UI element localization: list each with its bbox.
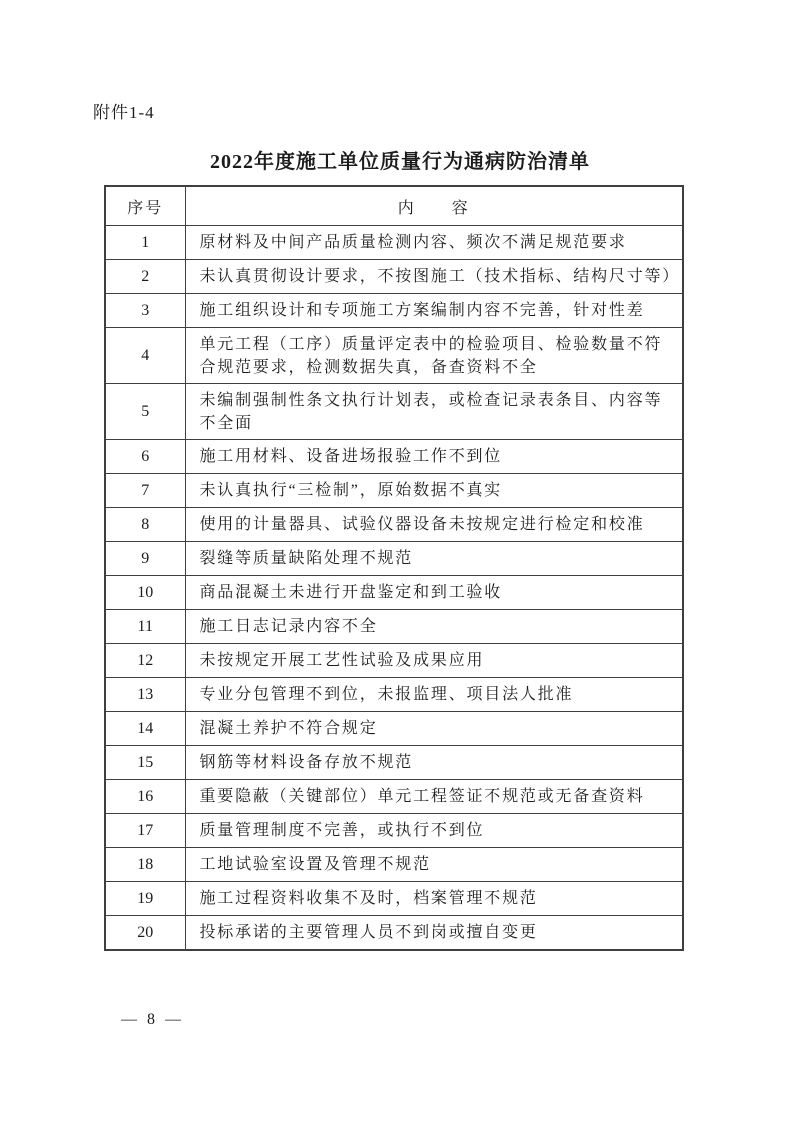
table-row <box>105 848 683 882</box>
row-number: 1 <box>105 226 185 260</box>
page-number: — 8 — <box>121 1011 184 1028</box>
row-number: 15 <box>105 746 185 780</box>
row-content: 裂缝等质量缺陷处理不规范 <box>185 542 683 576</box>
column-header-content: 内 容 <box>185 186 683 226</box>
row-content: 使用的计量器具、试验仪器设备未按规定进行检定和校准 <box>185 508 683 542</box>
row-content: 投标承诺的主要管理人员不到岗或擅自变更 <box>185 916 683 951</box>
row-number: 2 <box>105 260 185 294</box>
defects-table <box>104 185 684 951</box>
row-content: 混凝土养护不符合规定 <box>185 712 683 746</box>
row-number: 20 <box>105 916 185 951</box>
row-number: 14 <box>105 712 185 746</box>
table-row <box>105 882 683 916</box>
row-content: 商品混凝土未进行开盘鉴定和到工验收 <box>185 576 683 610</box>
row-content: 原材料及中间产品质量检测内容、频次不满足规范要求 <box>185 226 683 260</box>
row-number: 13 <box>105 678 185 712</box>
row-content: 未按规定开展工艺性试验及成果应用 <box>185 644 683 678</box>
table-row <box>105 814 683 848</box>
table-row <box>105 384 683 440</box>
row-content: 未认真贯彻设计要求，不按图施工（技术指标、结构尺寸等） <box>185 260 683 294</box>
row-number: 7 <box>105 474 185 508</box>
row-content: 施工用材料、设备进场报验工作不到位 <box>185 440 683 474</box>
table-row <box>105 576 683 610</box>
table-row <box>105 474 683 508</box>
table-row <box>105 916 683 951</box>
row-number: 4 <box>105 328 185 384</box>
row-content: 未编制强制性条文执行计划表，或检查记录表条目、内容等不全面 <box>185 384 683 440</box>
table-row <box>105 260 683 294</box>
row-content: 工地试验室设置及管理不规范 <box>185 848 683 882</box>
table-row <box>105 328 683 384</box>
row-content: 专业分包管理不到位，未报监理、项目法人批准 <box>185 678 683 712</box>
row-number: 5 <box>105 384 185 440</box>
table-row <box>105 226 683 260</box>
table-row <box>105 678 683 712</box>
row-content: 质量管理制度不完善，或执行不到位 <box>185 814 683 848</box>
row-number: 9 <box>105 542 185 576</box>
row-number: 10 <box>105 576 185 610</box>
table-header-row <box>105 186 683 226</box>
row-number: 8 <box>105 508 185 542</box>
table-row <box>105 440 683 474</box>
table-row <box>105 508 683 542</box>
table-row <box>105 780 683 814</box>
row-content: 施工过程资料收集不及时，档案管理不规范 <box>185 882 683 916</box>
row-content: 未认真执行“三检制”，原始数据不真实 <box>185 474 683 508</box>
attachment-label: 附件1-4 <box>93 103 155 122</box>
table-row <box>105 294 683 328</box>
table-row <box>105 542 683 576</box>
table-row <box>105 746 683 780</box>
row-number: 18 <box>105 848 185 882</box>
row-content: 钢筋等材料设备存放不规范 <box>185 746 683 780</box>
table-row <box>105 610 683 644</box>
row-content: 重要隐蔽（关键部位）单元工程签证不规范或无备查资料 <box>185 780 683 814</box>
row-number: 6 <box>105 440 185 474</box>
table-row <box>105 644 683 678</box>
row-number: 16 <box>105 780 185 814</box>
row-content: 施工日志记录内容不全 <box>185 610 683 644</box>
page-title: 2022年度施工单位质量行为通病防治清单 <box>210 151 590 173</box>
row-number: 19 <box>105 882 185 916</box>
row-number: 12 <box>105 644 185 678</box>
row-number: 17 <box>105 814 185 848</box>
row-number: 3 <box>105 294 185 328</box>
table-row <box>105 712 683 746</box>
row-content: 单元工程（工序）质量评定表中的检验项目、检验数量不符合规范要求，检测数据失真，备查资料不全 <box>185 328 683 384</box>
row-number: 11 <box>105 610 185 644</box>
row-content: 施工组织设计和专项施工方案编制内容不完善，针对性差 <box>185 294 683 328</box>
column-header-index: 序号 <box>105 186 185 226</box>
